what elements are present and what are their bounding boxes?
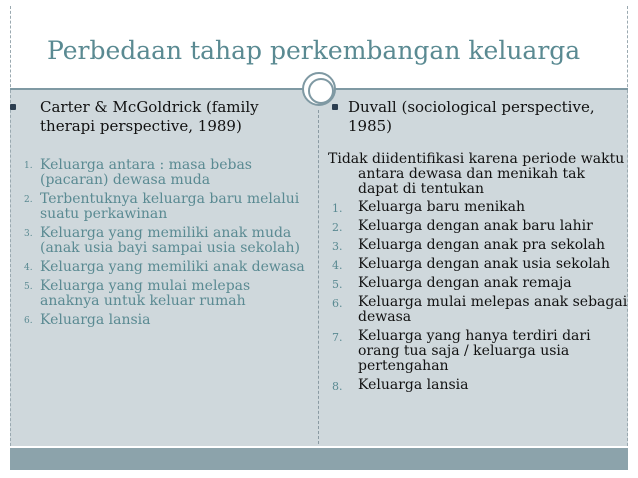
item-text: Keluarga mulai melepas anak sebagai dewasa [358, 294, 628, 325]
slide-title: Perbedaan tahap perkembangan keluarga [47, 36, 581, 65]
item-text: Keluarga yang mulai melepas anaknya untuk keluar rumah [40, 278, 251, 309]
item-number: 1. [24, 161, 33, 171]
list-item [328, 257, 628, 272]
list-item [10, 158, 310, 188]
list-item [10, 279, 310, 309]
item-number: 7. [332, 331, 343, 344]
item-number: 6. [332, 297, 343, 310]
item-text: Keluarga antara : masa bebas (pacaran) dewasa muda [40, 157, 252, 188]
right-column [328, 98, 628, 397]
item-text: Keluarga dengan anak pra sekolah [358, 237, 606, 253]
item-number: 8. [332, 380, 343, 393]
item-text: Keluarga yang hanya terdiri dari orang tua saja / keluarga usia pertengahan [358, 328, 591, 374]
column-divider [318, 110, 319, 444]
item-number: 1. [332, 202, 343, 215]
list-item [328, 200, 628, 215]
square-bullet-icon [332, 104, 338, 110]
item-number: 5. [332, 278, 343, 291]
list-item [328, 276, 628, 291]
left-heading [10, 98, 310, 136]
list-item [328, 295, 628, 325]
item-text: Terbentuknya keluarga baru melalui suatu perkawinan [40, 191, 300, 222]
item-number: 6. [24, 316, 33, 326]
item-number: 2. [24, 195, 33, 205]
item-text: Keluarga lansia [358, 377, 469, 393]
list-item [328, 219, 628, 234]
item-number: 3. [332, 240, 343, 253]
list-item [328, 378, 628, 393]
right-heading [328, 98, 628, 136]
left-list [10, 158, 310, 328]
right-intro: Tidak diidentifikasi karena periode waktu antara dewasa dan menikah tak dapat di tentukan [328, 151, 625, 197]
item-number: 4. [332, 259, 343, 272]
right-list [328, 200, 628, 393]
item-text: Keluarga dengan anak baru lahir [358, 218, 593, 234]
list-item [10, 226, 310, 256]
item-text: Keluarga dengan anak usia sekolah [358, 256, 611, 272]
item-text: Keluarga yang memiliki anak muda (anak usia bayi sampai usia sekolah) [40, 225, 300, 256]
item-number: 3. [24, 229, 33, 239]
item-text: Keluarga dengan anak remaja [358, 275, 572, 291]
square-bullet-icon [10, 104, 16, 110]
item-text: Keluarga baru menikah [358, 199, 526, 215]
list-item [10, 313, 310, 328]
footer-bar [10, 448, 628, 470]
list-item [328, 329, 628, 374]
list-item [10, 260, 310, 275]
list-item [10, 192, 310, 222]
list-item [328, 238, 628, 253]
item-number: 4. [24, 263, 33, 273]
item-text: Keluarga yang memiliki anak dewasa [40, 259, 305, 275]
item-text: Keluarga lansia [40, 312, 151, 328]
item-number: 5. [24, 282, 33, 292]
item-number: 2. [332, 221, 343, 234]
left-column [10, 98, 310, 332]
left-heading-text: Carter & McGoldrick (family therapi perspective, 1989) [40, 98, 259, 135]
right-heading-text: Duvall (sociological perspective, 1985) [348, 98, 595, 135]
